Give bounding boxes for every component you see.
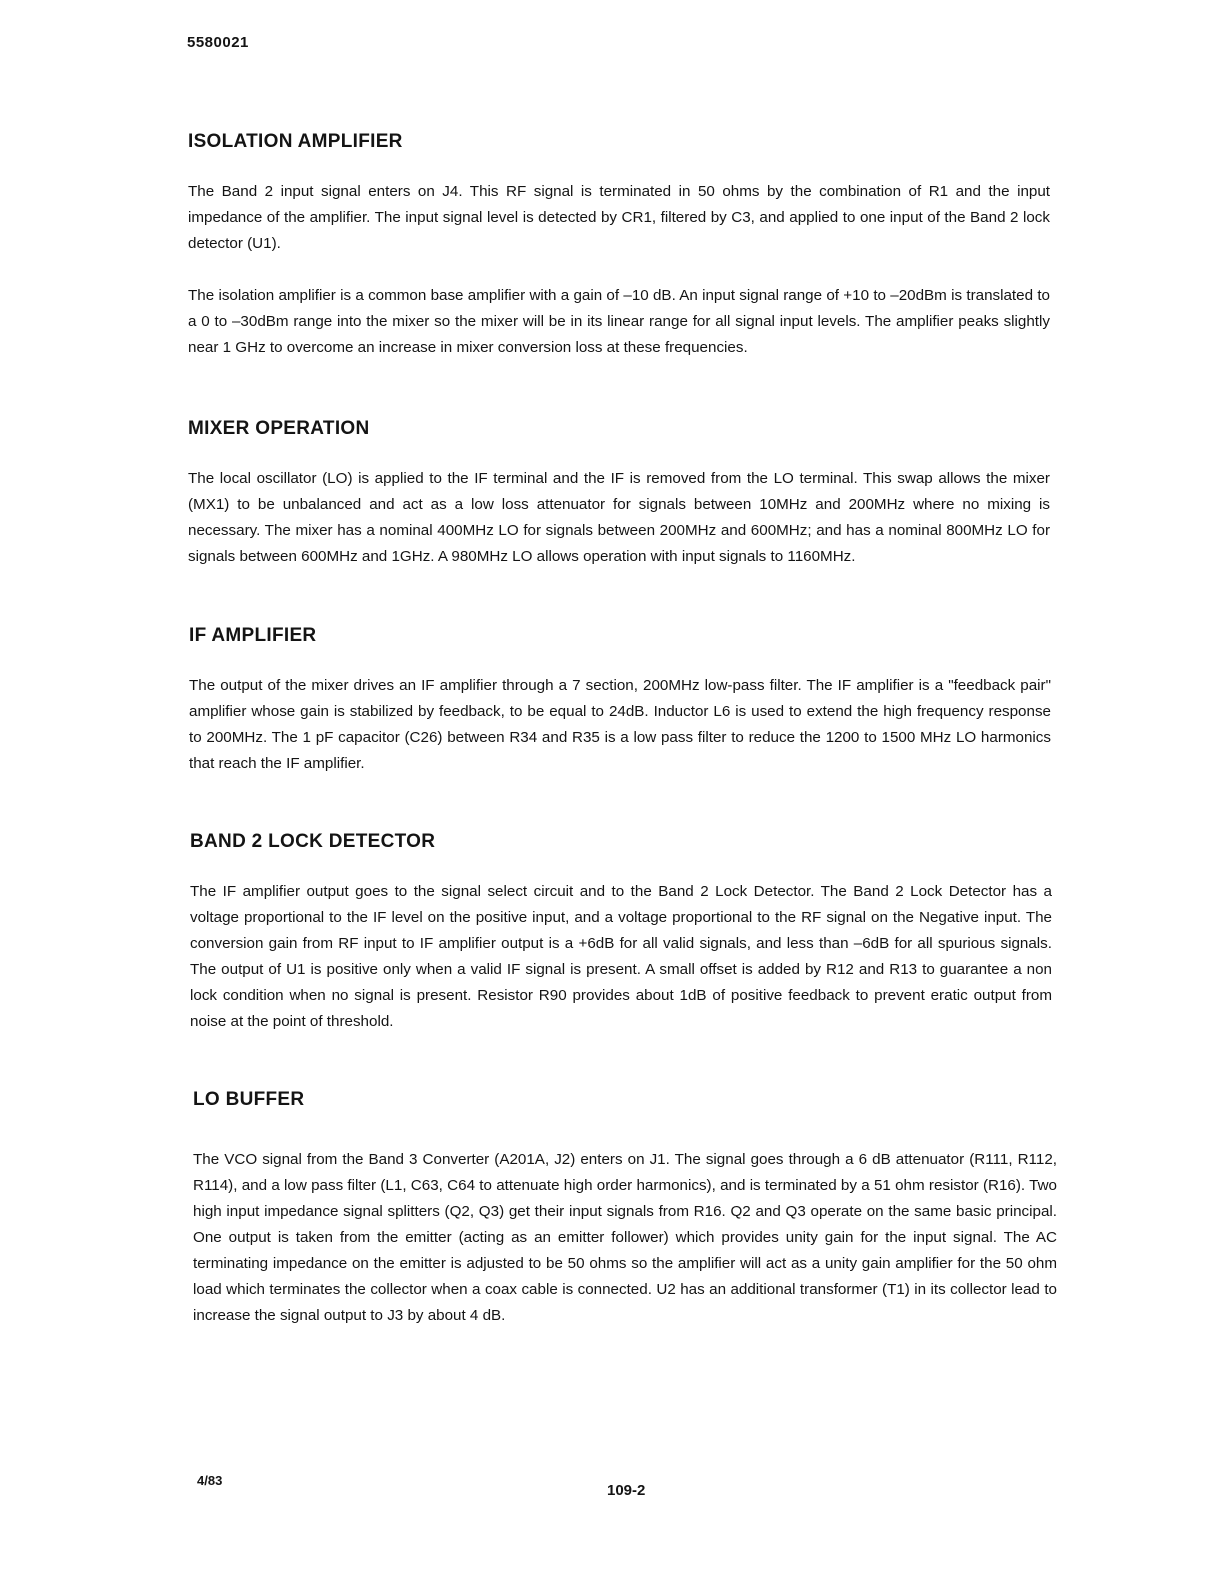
- section-heading: IF AMPLIFIER: [189, 625, 317, 646]
- footer-page-number: 109-2: [607, 1482, 646, 1499]
- section-paragraph: The local oscillator (LO) is applied to the IF terminal and the IF is removed from the LO terminal. This swap allows the mixer (MX1) to be unbalanced and act as a low loss attenuator for signals between 10MHz and 200MHz where no mixing is necessary. The mixer has a nominal 400MHz LO for signals between 200MHz and 600MHz; and has a nominal 800MHz LO for signals between 600MHz and 1GHz. A 980MHz LO allows operation with input signals to 1160MHz.: [188, 470, 1050, 565]
- section-paragraph: The isolation amplifier is a common base amplifier with a gain of –10 dB. An input signal range of +10 to –20dBm is translated to a 0 to –30dBm range into the mixer so the mixer will be in its linear range for all signal input levels. The amplifier peaks slightly near 1 GHz to overcome an increase in mixer conversion loss at these frequencies.: [188, 287, 1050, 356]
- section-paragraph: The IF amplifier output goes to the signal select circuit and to the Band 2 Lock Detector. The Band 2 Lock Detector has a voltage proportional to the IF level on the positive input, and a voltage proportional to the RF signal on the Negative input. The conversion gain from RF input to IF amplifier output is a +6dB for all valid signals, and less than –6dB for all spurious signals. The output of U1 is positive only when a valid IF signal is present. A small offset is added by R12 and R13 to guarantee a non lock condition when no signal is present. Resistor R90 provides about 1dB of positive feedback to prevent eratic output from noise at the point of threshold.: [190, 883, 1052, 1030]
- section-heading: ISOLATION AMPLIFIER: [188, 131, 403, 152]
- section-heading: BAND 2 LOCK DETECTOR: [190, 831, 436, 852]
- section-paragraph: The Band 2 input signal enters on J4. This RF signal is terminated in 50 ohms by the combination of R1 and the input impedance of the amplifier. The input signal level is detected by CR1, filtered by C3, and applied to one input of the Band 2 lock detector (U1).: [188, 183, 1050, 252]
- section-band2-lock-detector: [190, 831, 1052, 1035]
- section-isolation-amplifier: [188, 131, 1050, 361]
- section-mixer-operation: [188, 418, 1050, 570]
- section-if-amplifier: [189, 625, 1051, 777]
- section-paragraph: The output of the mixer drives an IF amplifier through a 7 section, 200MHz low-pass filter. The IF amplifier is a "feedback pair" amplifier whose gain is stabilized by feedback, to be equal to 24dB. Inductor L6 is used to extend the high frequency response to 200MHz. The 1 pF capacitor (C26) between R34 and R35 is a low pass filter to reduce the 1200 to 1500 MHz LO harmonics that reach the IF amplifier.: [189, 677, 1051, 772]
- section-paragraph: The VCO signal from the Band 3 Converter (A201A, J2) enters on J1. The signal goes through a 6 dB attenuator (R111, R112, R114), and a low pass filter (L1, C63, C64 to attenuate high order harmonics), and is terminated by a 51 ohm resistor (R16). Two high input impedance signal splitters (Q2, Q3) get their input signals from R16. Q2 and Q3 operate on the same basic principal. One output is taken from the emitter (acting as an emitter follower) which provides unity gain for the input signal. The AC terminating impedance on the emitter is adjusted to be 50 ohms so the amplifier will act as a unity gain amplifier for the 50 ohm load which terminates the collector when a coax cable is connected. U2 has an additional transformer (T1) in its collector lead to increase the signal output to J3 by about 4 dB.: [193, 1151, 1057, 1324]
- section-heading: MIXER OPERATION: [188, 418, 370, 439]
- section-heading: LO BUFFER: [193, 1089, 305, 1110]
- section-lo-buffer: [193, 1089, 1057, 1329]
- document-number: 5580021: [187, 34, 249, 51]
- footer-date: 4/83: [197, 1473, 223, 1488]
